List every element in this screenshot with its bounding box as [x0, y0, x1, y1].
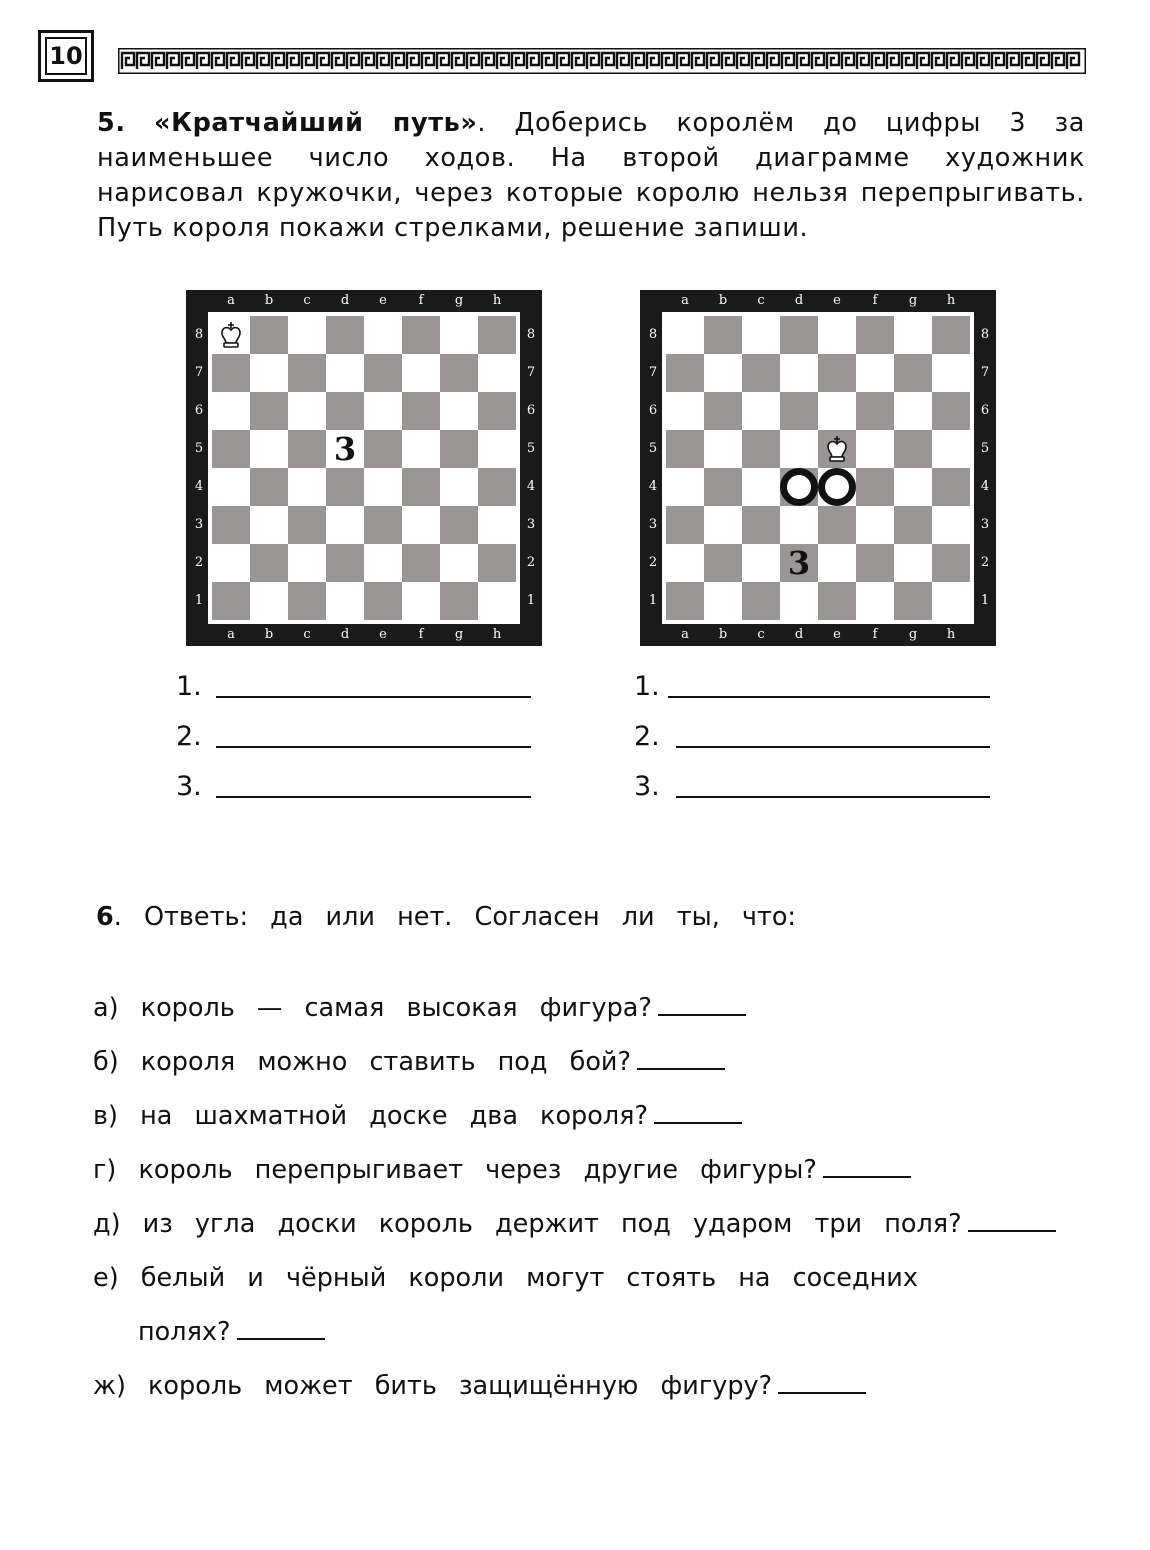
rank-label: 1: [194, 593, 204, 608]
square-b4[interactable]: [250, 468, 288, 506]
square-f1[interactable]: [856, 582, 894, 620]
file-label: b: [264, 627, 274, 642]
file-label: a: [681, 627, 689, 642]
square-a2[interactable]: [666, 544, 704, 582]
file-label: c: [303, 293, 311, 308]
question-v: в) на шахматной доске два короля?: [93, 1101, 742, 1131]
square-f4[interactable]: [402, 468, 440, 506]
square-c1[interactable]: [288, 582, 326, 620]
square-h1[interactable]: [932, 582, 970, 620]
square-b8[interactable]: [250, 316, 288, 354]
square-g3[interactable]: [440, 506, 478, 544]
square-g4[interactable]: [894, 468, 932, 506]
square-g6[interactable]: [440, 392, 478, 430]
page-number: 10: [45, 37, 87, 75]
rank-label: 3: [526, 517, 536, 532]
rank-label: 7: [526, 365, 536, 380]
task5-line-3: нарисовал кружочки, через которые королю нельзя перепрыгивать.: [97, 178, 1085, 208]
square-d3[interactable]: [780, 506, 818, 544]
square-g7[interactable]: [440, 354, 478, 392]
square-c5[interactable]: [288, 430, 326, 468]
answer-label-right-2: 2.: [634, 721, 660, 752]
square-b1[interactable]: [250, 582, 288, 620]
square-d6[interactable]: [780, 392, 818, 430]
rank-label: 2: [194, 555, 204, 570]
square-h4[interactable]: [932, 468, 970, 506]
file-label: d: [340, 293, 350, 308]
file-label: a: [227, 627, 235, 642]
square-a1[interactable]: [212, 582, 250, 620]
square-h6[interactable]: [932, 392, 970, 430]
file-label: b: [718, 293, 728, 308]
square-d4[interactable]: [780, 468, 818, 506]
task6-intro: 6. Ответь: да или нет. Согласен ли ты, что:: [96, 902, 797, 932]
question-d: д) из угла доски король держит под ударом три поля?: [93, 1209, 1056, 1239]
square-c7[interactable]: [742, 354, 780, 392]
file-label: d: [794, 293, 804, 308]
file-label: g: [908, 627, 918, 642]
square-e7[interactable]: [364, 354, 402, 392]
square-e6[interactable]: [364, 392, 402, 430]
square-f1[interactable]: [402, 582, 440, 620]
square-a3[interactable]: [212, 506, 250, 544]
square-g7[interactable]: [894, 354, 932, 392]
file-label: f: [418, 293, 424, 308]
square-d6[interactable]: [326, 392, 364, 430]
square-g1[interactable]: [440, 582, 478, 620]
square-f2[interactable]: [856, 544, 894, 582]
file-label: a: [227, 293, 235, 308]
answer-line-right-1[interactable]: [668, 696, 990, 698]
question-b: б) короля можно ставить под бой?: [93, 1047, 725, 1077]
square-d4[interactable]: [326, 468, 364, 506]
task5-line-2: наименьшее число ходов. На второй диаграмме художник: [97, 143, 1085, 173]
square-f3[interactable]: [856, 506, 894, 544]
square-h8[interactable]: [478, 316, 516, 354]
rank-label: 5: [980, 441, 990, 456]
square-e8[interactable]: [364, 316, 402, 354]
square-a6[interactable]: [666, 392, 704, 430]
square-a6[interactable]: [212, 392, 250, 430]
file-label: e: [833, 293, 841, 308]
file-label: b: [718, 627, 728, 642]
rank-label: 7: [980, 365, 990, 380]
square-b5[interactable]: [250, 430, 288, 468]
square-a4[interactable]: [212, 468, 250, 506]
chessboard-2: [640, 290, 996, 646]
square-c2[interactable]: [288, 544, 326, 582]
rank-label: 2: [526, 555, 536, 570]
square-a3[interactable]: [666, 506, 704, 544]
rank-label: 6: [194, 403, 204, 418]
task5-line-4: Путь короля покажи стрелками, решение запиши.: [97, 213, 809, 243]
square-d5[interactable]: [780, 430, 818, 468]
answer-label-left-1: 1.: [176, 671, 202, 702]
file-label: c: [303, 627, 311, 642]
file-label: g: [908, 293, 918, 308]
rank-label: 3: [648, 517, 658, 532]
square-f2[interactable]: [402, 544, 440, 582]
answer-line-right-3[interactable]: [676, 796, 990, 798]
square-a7[interactable]: [212, 354, 250, 392]
square-e2[interactable]: [364, 544, 402, 582]
answer-blank-v[interactable]: [654, 1104, 742, 1124]
square-d7[interactable]: [326, 354, 364, 392]
square-b6[interactable]: [250, 392, 288, 430]
square-a8[interactable]: [212, 316, 250, 354]
square-g8[interactable]: [440, 316, 478, 354]
square-b7[interactable]: [250, 354, 288, 392]
square-b8[interactable]: [704, 316, 742, 354]
answer-blank-d[interactable]: [968, 1212, 1056, 1232]
square-d2[interactable]: [780, 544, 818, 582]
target-number: 3: [787, 544, 811, 582]
file-label: a: [681, 293, 689, 308]
square-c3[interactable]: [742, 506, 780, 544]
blocked-circle-icon: [780, 468, 818, 506]
square-c6[interactable]: [742, 392, 780, 430]
square-f3[interactable]: [402, 506, 440, 544]
rank-label: 5: [194, 441, 204, 456]
square-b2[interactable]: [250, 544, 288, 582]
rank-label: 4: [648, 479, 658, 494]
square-a8[interactable]: [666, 316, 704, 354]
square-d1[interactable]: [780, 582, 818, 620]
square-g8[interactable]: [894, 316, 932, 354]
file-label: g: [454, 293, 464, 308]
square-e5[interactable]: [818, 430, 856, 468]
white-king-icon[interactable]: [212, 316, 250, 354]
answer-label-left-2: 2.: [176, 721, 202, 752]
square-d7[interactable]: [780, 354, 818, 392]
square-f7[interactable]: [402, 354, 440, 392]
square-a7[interactable]: [666, 354, 704, 392]
file-label: c: [757, 293, 765, 308]
square-d2[interactable]: [326, 544, 364, 582]
rank-label: 1: [648, 593, 658, 608]
rank-label: 6: [526, 403, 536, 418]
answer-blank-a[interactable]: [658, 996, 746, 1016]
square-f7[interactable]: [856, 354, 894, 392]
square-f6[interactable]: [856, 392, 894, 430]
rank-label: 6: [648, 403, 658, 418]
chessboard-1: [186, 290, 542, 646]
answer-line-left-2[interactable]: [216, 746, 531, 748]
square-g1[interactable]: [894, 582, 932, 620]
file-label: h: [946, 293, 956, 308]
rank-label: 8: [526, 327, 536, 342]
square-a1[interactable]: [666, 582, 704, 620]
square-d8[interactable]: [780, 316, 818, 354]
answer-label-right-3: 3.: [634, 771, 660, 802]
square-c2[interactable]: [742, 544, 780, 582]
file-label: f: [872, 627, 878, 642]
square-b7[interactable]: [704, 354, 742, 392]
rank-label: 2: [980, 555, 990, 570]
file-label: f: [418, 627, 424, 642]
square-c5[interactable]: [742, 430, 780, 468]
square-f8[interactable]: [856, 316, 894, 354]
file-label: g: [454, 627, 464, 642]
page-number-box: [38, 30, 94, 82]
square-g3[interactable]: [894, 506, 932, 544]
square-f6[interactable]: [402, 392, 440, 430]
rank-label: 8: [648, 327, 658, 342]
square-c4[interactable]: [742, 468, 780, 506]
square-e1[interactable]: [818, 582, 856, 620]
square-a5[interactable]: [212, 430, 250, 468]
question-zh: ж) король может бить защищённую фигуру?: [93, 1371, 866, 1401]
square-h6[interactable]: [478, 392, 516, 430]
question-a: а) король — самая высокая фигура?: [93, 993, 746, 1023]
file-label: h: [492, 627, 502, 642]
square-c7[interactable]: [288, 354, 326, 392]
file-label: d: [794, 627, 804, 642]
square-g6[interactable]: [894, 392, 932, 430]
square-e1[interactable]: [364, 582, 402, 620]
white-king-icon[interactable]: [818, 430, 856, 468]
square-g5[interactable]: [894, 430, 932, 468]
answer-blank-e[interactable]: [237, 1320, 325, 1340]
square-f5[interactable]: [402, 430, 440, 468]
rank-label: 3: [194, 517, 204, 532]
answer-label-right-1: 1.: [634, 671, 660, 702]
square-f5[interactable]: [856, 430, 894, 468]
rank-label: 7: [194, 365, 204, 380]
file-label: h: [492, 293, 502, 308]
square-e8[interactable]: [818, 316, 856, 354]
rank-label: 7: [648, 365, 658, 380]
square-c3[interactable]: [288, 506, 326, 544]
square-g2[interactable]: [894, 544, 932, 582]
square-g4[interactable]: [440, 468, 478, 506]
square-e4[interactable]: [364, 468, 402, 506]
square-b1[interactable]: [704, 582, 742, 620]
target-number: 3: [333, 430, 357, 468]
file-label: c: [757, 627, 765, 642]
square-h3[interactable]: [932, 506, 970, 544]
square-e6[interactable]: [818, 392, 856, 430]
square-h7[interactable]: [932, 354, 970, 392]
square-e3[interactable]: [818, 506, 856, 544]
blocked-circle-icon: [818, 468, 856, 506]
question-g: г) король перепрыгивает через другие фигуры?: [93, 1155, 911, 1185]
square-h3[interactable]: [478, 506, 516, 544]
square-e7[interactable]: [818, 354, 856, 392]
answer-line-right-2[interactable]: [676, 746, 990, 748]
task5-text: [97, 106, 1085, 246]
square-b2[interactable]: [704, 544, 742, 582]
rank-label: 2: [648, 555, 658, 570]
file-label: e: [379, 627, 387, 642]
answer-line-left-3[interactable]: [216, 796, 531, 798]
task5-line-1: 5. «Кратчайший путь». Доберись королём до цифры 3 за: [97, 108, 1085, 138]
answer-line-left-1[interactable]: [216, 696, 531, 698]
rank-label: 5: [648, 441, 658, 456]
question-e: е) белый и чёрный короли могут стоять на соседних: [93, 1263, 918, 1293]
file-label: e: [833, 627, 841, 642]
square-d3[interactable]: [326, 506, 364, 544]
square-h4[interactable]: [478, 468, 516, 506]
square-d5[interactable]: [326, 430, 364, 468]
rank-label: 6: [980, 403, 990, 418]
question-e-cont: полях?: [138, 1317, 325, 1347]
square-h2[interactable]: [478, 544, 516, 582]
square-b6[interactable]: [704, 392, 742, 430]
square-b3[interactable]: [704, 506, 742, 544]
square-f4[interactable]: [856, 468, 894, 506]
square-g2[interactable]: [440, 544, 478, 582]
square-h5[interactable]: [478, 430, 516, 468]
square-e4[interactable]: [818, 468, 856, 506]
meander-border: [118, 48, 1086, 74]
square-g5[interactable]: [440, 430, 478, 468]
square-e5[interactable]: [364, 430, 402, 468]
square-e2[interactable]: [818, 544, 856, 582]
file-label: b: [264, 293, 274, 308]
square-a4[interactable]: [666, 468, 704, 506]
square-b5[interactable]: [704, 430, 742, 468]
rank-label: 5: [526, 441, 536, 456]
answer-blank-g[interactable]: [823, 1158, 911, 1178]
square-c1[interactable]: [742, 582, 780, 620]
square-h5[interactable]: [932, 430, 970, 468]
square-b4[interactable]: [704, 468, 742, 506]
board-grid: [666, 316, 970, 620]
square-d8[interactable]: [326, 316, 364, 354]
answer-label-left-3: 3.: [176, 771, 202, 802]
square-h7[interactable]: [478, 354, 516, 392]
rank-label: 4: [194, 479, 204, 494]
square-f8[interactable]: [402, 316, 440, 354]
file-label: e: [379, 293, 387, 308]
answer-blank-b[interactable]: [637, 1050, 725, 1070]
square-e3[interactable]: [364, 506, 402, 544]
square-c8[interactable]: [288, 316, 326, 354]
rank-label: 3: [980, 517, 990, 532]
board-grid: [212, 316, 516, 620]
square-c4[interactable]: [288, 468, 326, 506]
square-h2[interactable]: [932, 544, 970, 582]
rank-label: 1: [526, 593, 536, 608]
square-a2[interactable]: [212, 544, 250, 582]
rank-label: 8: [980, 327, 990, 342]
square-b3[interactable]: [250, 506, 288, 544]
square-a5[interactable]: [666, 430, 704, 468]
file-label: h: [946, 627, 956, 642]
square-c6[interactable]: [288, 392, 326, 430]
square-h8[interactable]: [932, 316, 970, 354]
square-h1[interactable]: [478, 582, 516, 620]
square-d1[interactable]: [326, 582, 364, 620]
square-c8[interactable]: [742, 316, 780, 354]
rank-label: 4: [526, 479, 536, 494]
file-label: d: [340, 627, 350, 642]
rank-label: 1: [980, 593, 990, 608]
rank-label: 4: [980, 479, 990, 494]
file-label: f: [872, 293, 878, 308]
rank-label: 8: [194, 327, 204, 342]
answer-blank-zh[interactable]: [778, 1374, 866, 1394]
